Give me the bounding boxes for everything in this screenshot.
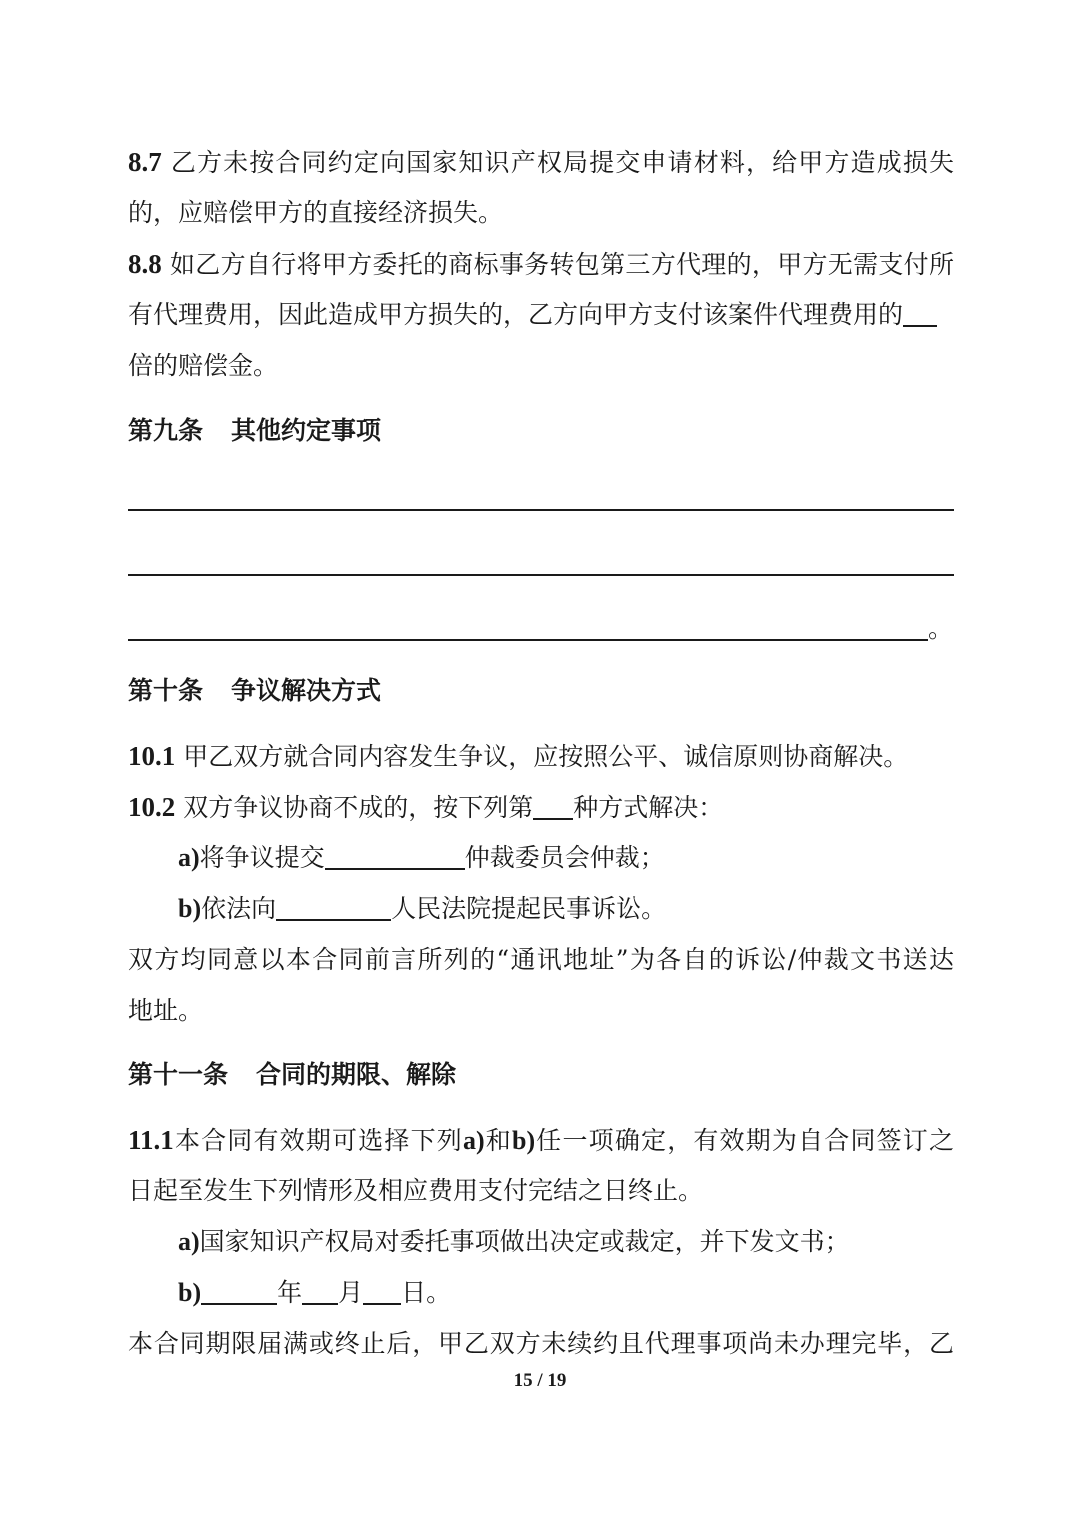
fill-blank[interactable] [533,792,573,820]
clause-number: 8.7 [128,147,162,177]
clause-text: 如乙方自行将甲方委托的商标事务转包第三方代理的，甲方无需支付所 [170,250,954,279]
article-label: 第十条 [128,676,204,705]
term-option-a [178,1225,850,1259]
fill-blank[interactable] [325,842,465,870]
clause-text: 乙方未按合同约定向国家知识产权局提交申请材料，给甲方造成损失 [170,148,954,177]
option-marker: a) [178,1227,200,1256]
article-title: 其他约定事项 [231,416,382,445]
address-clause-line-1: 双方均同意以本合同前言所列的“通讯地址”为各自的诉讼/仲裁文书送达 [128,945,954,974]
term-option-b [178,1276,451,1310]
clause-number: 11.1 [128,1125,174,1155]
fill-line-2[interactable] [128,574,954,576]
fill-line-3[interactable] [128,639,928,641]
clause-11-1-line-2: 日起至发生下列情形及相应费用支付完结之日终止。 [128,1176,704,1205]
fill-line-1[interactable] [128,509,954,511]
clause-10-1 [128,739,954,774]
day-blank[interactable] [363,1277,401,1305]
option-text: 国家知识产权局对委托事项做出决定或裁定，并下发文书； [199,1227,850,1256]
clause-text: 有代理费用，因此造成甲方损失的，乙方向甲方支付该案件代理费用的 [128,300,904,329]
page-number: 15 / 19 [513,1370,567,1391]
clause-text: 任一项确定，有效期为自合同签订之 [535,1126,954,1155]
option-marker: a) [178,843,200,872]
clause-8-7-line-2: 的，应赔偿甲方的直接经济损失。 [128,198,504,227]
option-text: 依法向 [201,894,277,923]
article-11-heading [128,1058,954,1092]
option-text: 仲裁委员会仲裁； [464,843,665,872]
option-ref: a) [462,1126,485,1155]
article-title: 合同的期限、解除 [256,1060,457,1089]
clause-text: 甲乙双方就合同内容发生争议，应按照公平、诚信原则协商解决。 [183,742,909,771]
clause-8-8-line-3: 倍的赔偿金。 [128,351,279,380]
clause-11-last-line: 本合同期限届满或终止后，甲乙双方未续约且代理事项尚未办理完毕，乙 [128,1329,954,1358]
clause-8-7-line-1 [128,145,954,180]
clause-8-8-line-1 [128,247,954,282]
article-10-heading [128,674,954,708]
option-marker: b) [178,1278,202,1307]
article-label: 第十一条 [128,1060,229,1089]
fill-blank[interactable] [276,893,391,921]
fill-line-end-mark: 。 [928,614,954,643]
month-label: 月 [338,1278,364,1307]
option-a [178,841,665,875]
clause-text: 和 [484,1126,512,1155]
clause-8-8-line-2 [128,298,954,332]
option-marker: b) [178,894,202,923]
year-label: 年 [277,1278,303,1307]
clause-text: 双方争议协商不成的，按下列第 [183,793,534,822]
article-label: 第九条 [128,416,204,445]
clause-10-2 [128,790,954,825]
address-clause-line-2: 地址。 [128,996,204,1025]
option-b [178,892,666,926]
option-text: 人民法院提起民事诉讼。 [391,894,667,923]
clause-text: 本合同有效期可选择下列 [173,1126,463,1155]
article-title: 争议解决方式 [231,676,382,705]
month-blank[interactable] [302,1277,338,1305]
year-blank[interactable] [201,1277,277,1305]
day-label: 日。 [401,1278,452,1307]
clause-number: 10.1 [128,741,176,771]
option-ref: b) [511,1126,536,1155]
fill-blank[interactable] [903,299,937,327]
clause-11-1-line-1 [128,1123,954,1158]
clause-number: 10.2 [128,792,176,822]
article-9-heading [128,414,954,448]
clause-number: 8.8 [128,249,162,279]
option-text: 将争议提交 [199,843,325,872]
clause-text: 种方式解决： [573,793,724,822]
